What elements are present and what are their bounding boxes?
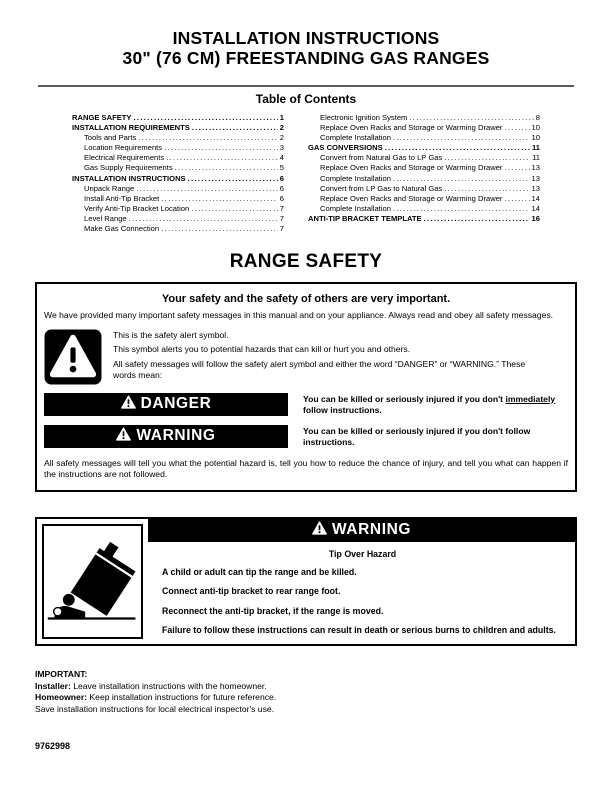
alert-line: This symbol alerts you to potential hazards that can kill or hurt you and others. bbox=[113, 344, 411, 355]
important-line: Installer: Leave installation instructions with the homeowner. bbox=[35, 680, 267, 691]
horizontal-rule bbox=[38, 85, 574, 87]
toc-page-number: 10 bbox=[531, 133, 540, 143]
dot-leader bbox=[504, 163, 529, 173]
warning-bar bbox=[44, 425, 288, 448]
dot-leader bbox=[444, 153, 530, 163]
toc-entry: RANGE SAFETY ..... 1 bbox=[72, 113, 284, 123]
toc-page-number: 8 bbox=[535, 113, 540, 122]
alert-line: This is the safety alert symbol. bbox=[113, 329, 229, 340]
toc-entry: Complete Installation ..... 13 bbox=[308, 174, 540, 184]
dot-leader bbox=[191, 204, 278, 214]
toc-entry: Tools and Parts ..... 2 bbox=[72, 133, 284, 143]
toc-entry: GAS CONVERSIONS ..... 11 bbox=[308, 143, 540, 153]
dot-leader bbox=[161, 224, 278, 234]
toc-entry: Gas Supply Requirements ..... 5 bbox=[72, 163, 284, 173]
dot-leader bbox=[138, 133, 277, 143]
safety-intro-text: We have provided many important safety messages in this manual and on your appliance. Always read and obey all safety messages. bbox=[44, 310, 554, 321]
warning-triangle-icon bbox=[116, 427, 131, 446]
danger-bar bbox=[44, 393, 288, 416]
safety-intro-heading: Your safety and the safety of others are very important. bbox=[161, 293, 451, 306]
underlined-word: immediately bbox=[505, 393, 556, 404]
dot-leader bbox=[164, 143, 278, 153]
toc-col-right bbox=[308, 113, 540, 234]
tip-over-content bbox=[148, 519, 575, 645]
toc-page-number: 4 bbox=[279, 153, 284, 163]
dot-leader bbox=[136, 184, 278, 194]
important-lines bbox=[35, 681, 577, 716]
toc-entry: INSTALLATION INSTRUCTIONS ..... 6 bbox=[72, 174, 284, 184]
dot-leader bbox=[504, 123, 529, 133]
toc-entry: Complete Installation ..... 10 bbox=[308, 133, 540, 143]
safety-message-box bbox=[35, 282, 577, 492]
toc-page-number: 7 bbox=[279, 213, 284, 223]
dot-leader bbox=[424, 214, 530, 224]
warning-label: WARNING bbox=[136, 427, 216, 445]
toc-page-number: 13 bbox=[531, 163, 540, 173]
toc-heading: Table of Contents bbox=[255, 92, 357, 106]
toc-page-number: 7 bbox=[279, 224, 284, 234]
toc-page-number: 11 bbox=[532, 153, 540, 163]
dot-leader bbox=[166, 153, 278, 163]
dot-leader bbox=[504, 194, 529, 204]
dot-leader bbox=[385, 143, 530, 153]
toc-entry: Electronic Ignition System ..... 8 bbox=[308, 113, 540, 123]
toc-col-left bbox=[72, 113, 284, 234]
toc-entry: Complete Installation ..... 14 bbox=[308, 204, 540, 214]
toc-entry: Make Gas Connection ..... 7 bbox=[72, 224, 284, 234]
tip-over-line: Failure to follow these instructions can result in death or serious burns to children and adults. bbox=[162, 625, 556, 636]
dot-leader bbox=[134, 113, 278, 123]
toc-page-number: 13 bbox=[531, 183, 540, 193]
toc-page-number: 6 bbox=[279, 193, 284, 203]
toc-entry: Convert from LP Gas to Natural Gas ..... 13 bbox=[308, 184, 540, 194]
tip-over-line: Reconnect the anti-tip bracket, if the range is moved. bbox=[162, 605, 384, 616]
tip-over-body bbox=[148, 542, 575, 645]
page-title-line1: INSTALLATION INSTRUCTIONS bbox=[172, 28, 440, 48]
toc-entry: Electrical Requirements ..... 4 bbox=[72, 153, 284, 163]
toc-page-number: 1 bbox=[279, 113, 284, 122]
table-of-contents bbox=[35, 113, 577, 234]
tip-over-line: Connect anti-tip bracket to rear range foot. bbox=[162, 586, 341, 597]
danger-description: You can be killed or seriously injured if you don't immediately follow instructions. bbox=[303, 393, 556, 416]
dot-leader bbox=[393, 174, 530, 184]
important-line: Homeowner: Keep installation instructions for future reference. bbox=[35, 692, 277, 703]
toc-entry: Install Anti-Tip Bracket ..... 6 bbox=[72, 194, 284, 204]
tip-over-hazard-title: Tip Over Hazard bbox=[328, 548, 397, 559]
safety-alert-lines bbox=[113, 329, 545, 385]
danger-row bbox=[44, 393, 568, 417]
dot-leader bbox=[161, 194, 278, 204]
toc-entry: Replace Oven Racks and Storage or Warming Drawer ..... 13 bbox=[308, 163, 540, 173]
safety-outro-text: All safety messages will tell you what the potential hazard is, tell you how to reduce the chance of injury, and tell you what can happen if the instructions are not followed. bbox=[44, 457, 568, 480]
tip-over-warning-box bbox=[35, 517, 577, 647]
safety-alert-icon bbox=[44, 329, 102, 385]
page-title bbox=[35, 28, 577, 68]
dot-leader bbox=[192, 123, 278, 133]
tip-over-lines bbox=[162, 567, 563, 636]
toc-entry: Unpack Range ..... 6 bbox=[72, 184, 284, 194]
dot-leader bbox=[129, 214, 278, 224]
safety-alert-row bbox=[44, 329, 568, 385]
dot-leader bbox=[188, 174, 278, 184]
toc-page-number: 5 bbox=[279, 163, 284, 173]
toc-entry: Level Range ..... 7 bbox=[72, 214, 284, 224]
toc-page-number: 2 bbox=[279, 123, 284, 133]
tip-over-illustration bbox=[42, 524, 143, 640]
danger-label: DANGER bbox=[140, 395, 212, 413]
toc-page-number: 16 bbox=[531, 213, 540, 223]
dot-leader bbox=[175, 163, 278, 173]
toc-entry: Replace Oven Racks and Storage or Warming Drawer ..... 14 bbox=[308, 194, 540, 204]
toc-page-number: 14 bbox=[531, 193, 540, 203]
toc-page-number: 10 bbox=[531, 123, 540, 133]
doc-number: 9762998 bbox=[35, 741, 71, 751]
tip-over-warning-label: WARNING bbox=[331, 521, 412, 539]
page-title-line2: 30" (76 CM) FREESTANDING GAS RANGES bbox=[122, 48, 490, 68]
tip-over-line: A child or adult can tip the range and be killed. bbox=[162, 566, 357, 577]
toc-page-number: 13 bbox=[531, 173, 540, 183]
toc-page-number: 3 bbox=[279, 143, 284, 153]
toc-entry: Verify Anti-Tip Bracket Location ..... 7 bbox=[72, 204, 284, 214]
toc-page-number: 11 bbox=[531, 143, 540, 153]
dot-leader bbox=[444, 184, 529, 194]
section-heading-range-safety: RANGE SAFETY bbox=[229, 251, 383, 273]
important-section bbox=[35, 669, 577, 715]
warning-row bbox=[44, 425, 568, 449]
warning-triangle-icon bbox=[312, 521, 327, 540]
toc-entry: INSTALLATION REQUIREMENTS ..... 2 bbox=[72, 123, 284, 133]
toc-page-number: 6 bbox=[279, 173, 284, 183]
toc-page-number: 2 bbox=[279, 133, 284, 143]
toc-page-number: 14 bbox=[531, 203, 540, 213]
tip-over-warning-bar bbox=[148, 519, 575, 542]
dot-leader bbox=[393, 204, 530, 214]
dot-leader bbox=[393, 133, 530, 143]
toc-page-number: 6 bbox=[279, 183, 284, 193]
alert-line: All safety messages will follow the safety alert symbol and either the word “DANGER” or “WARNING.” These words mean: bbox=[113, 358, 526, 380]
toc-entry: Replace Oven Racks and Storage or Warming Drawer ..... 10 bbox=[308, 123, 540, 133]
toc-entry: ANTI-TIP BRACKET TEMPLATE ..... 16 bbox=[308, 214, 540, 224]
toc-page-number: 7 bbox=[279, 203, 284, 213]
important-line: Save installation instructions for local electrical inspector's use. bbox=[35, 703, 275, 714]
warning-description: You can be killed or seriously injured if you don't follow instructions. bbox=[303, 425, 531, 448]
warning-triangle-icon bbox=[121, 395, 136, 414]
toc-entry: Convert from Natural Gas to LP Gas ..... 11 bbox=[308, 153, 540, 163]
important-heading: IMPORTANT: bbox=[35, 669, 88, 680]
toc-entry: Location Requirements ..... 3 bbox=[72, 143, 284, 153]
dot-leader bbox=[409, 113, 533, 123]
